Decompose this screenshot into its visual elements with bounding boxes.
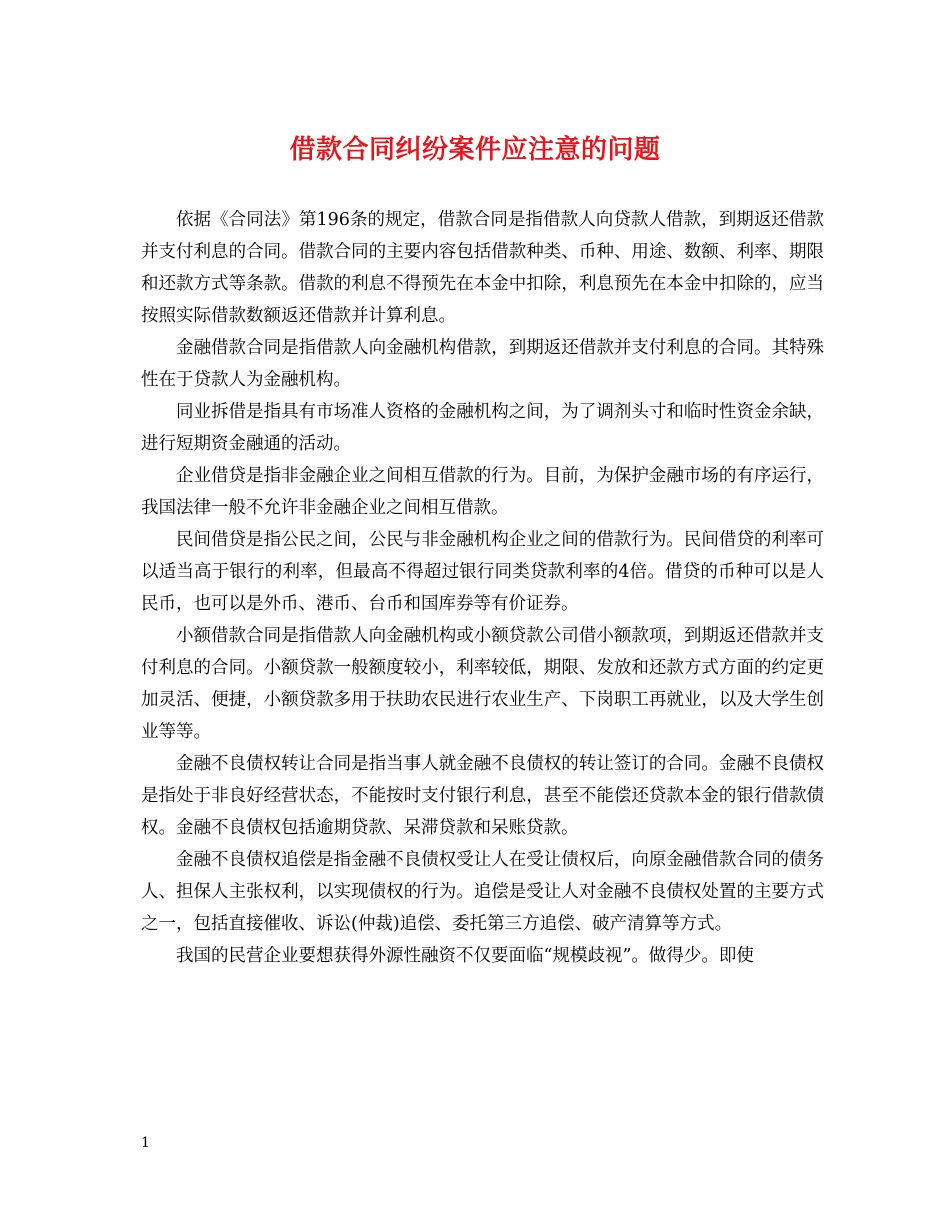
- paragraph-2: 金融借款合同是指借款人向金融机构借款，到期返还借款并支付利息的合同。其特殊性在于贷款人为金融机构。: [141, 338, 824, 390]
- paragraph-4: 企业借贷是指非金融企业之间相互借款的行为。目前，为保护金融市场的有序运行，我国法律一般不允许非金融企业之间相互借款。: [141, 466, 824, 518]
- paragraph-9: 我国的民营企业要想获得外源性融资不仅要面临“规模歧视”。做得少。即使: [176, 946, 754, 966]
- document-title: 借款合同纠纷案件应注意的问题: [289, 135, 661, 165]
- paragraph-7: 金融不良债权转让合同是指当事人就金融不良债权的转让签订的合同。金融不良债权是指处于非良好经营状态，不能按时支付银行利息，甚至不能偿还贷款本金的银行借款债权。金融不良债权包括逾期贷款、呆滞贷款和呆账贷款。: [141, 754, 824, 838]
- document-body: [141, 204, 824, 972]
- paragraph-6: 小额借款合同是指借款人向金融机构或小额贷款公司借小额款项，到期返还借款并支付利息的合同。小额贷款一般额度较小，利率较低，期限、发放和还款方式方面的约定更加灵活、便捷，小额贷款多用于扶助农民进行农业生产、下岗职工再就业，以及大学生创业等等。: [141, 626, 824, 742]
- paragraph-3: 同业拆借是指具有市场准人资格的金融机构之间，为了调剂头寸和临时性资金余缺，进行短期资金融通的活动。: [141, 402, 824, 454]
- paragraph-1: 依据《合同法》第196条的规定，借款合同是指借款人向贷款人借款，到期返还借款并支付利息的合同。借款合同的主要内容包括借款种类、币种、用途、数额、利率、期限和还款方式等条款。借款的利息不得预先在本金中扣除，利息预先在本金中扣除的，应当按照实际借款数额返还借款并计算利息。: [141, 210, 824, 326]
- paragraph-5: 民间借贷是指公民之间，公民与非金融机构企业之间的借款行为。民间借贷的利率可以适当高于银行的利率，但最高不得超过银行同类贷款利率的4倍。借贷的币种可以是人民币，也可以是外币、港币、台币和国库券等有价证券。: [141, 530, 824, 614]
- page-number: 1: [141, 1135, 150, 1151]
- paragraph-8: 金融不良债权追偿是指金融不良债权受让人在受让债权后，向原金融借款合同的债务人、担保人主张权利，以实现债权的行为。追偿是受让人对金融不良债权处置的主要方式之一，包括直接催收、诉讼(仲裁)追偿、委托第三方追偿、破产清算等方式。: [141, 850, 824, 934]
